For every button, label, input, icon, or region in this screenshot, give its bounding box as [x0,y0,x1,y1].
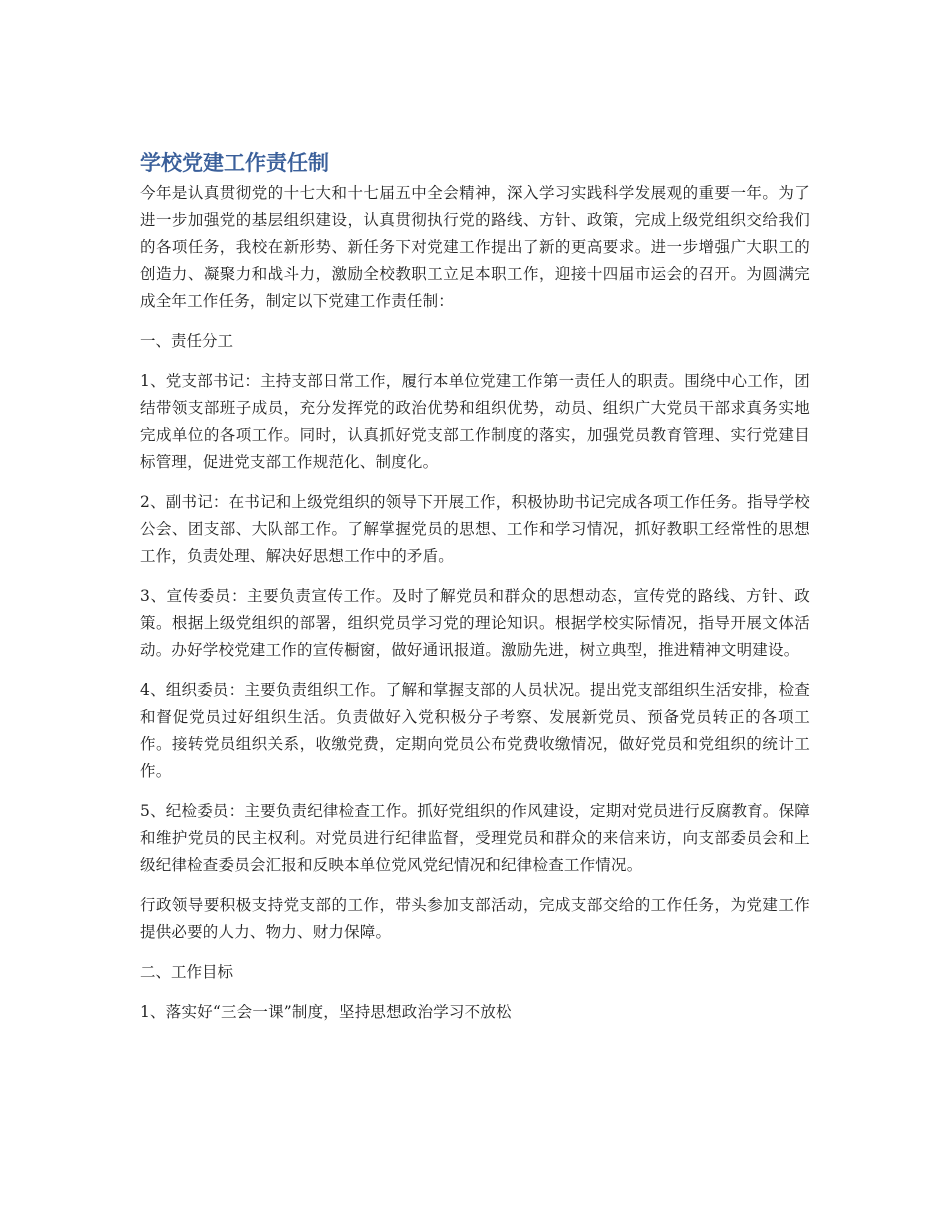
paragraph-deputy-secretary: 2、副书记：在书记和上级党组织的领导下开展工作，积极协助书记完成各项工作任务。指导学校公会、团支部、大队部工作。了解掌握党员的思想、工作和学习情况，抓好教职工经常性的思想工作，负责处理、解决好思想工作中的矛盾。 [140,493,810,565]
paragraph-administration: 行政领导要积极支持党支部的工作，带头参加支部活动，完成支部交给的工作任务，为党建工作提供必要的人力、物力、财力保障。 [140,896,810,941]
paragraph-organization-member: 4、组织委员：主要负责组织工作。了解和掌握支部的人员状况。提出党支部组织生活安排，检查和督促党员过好组织生活。负责做好入党积极分子考察、发展新党员、预备党员转正的各项工作。接转党员组织关系，收缴党费，定期向党员公布党费收缴情况，做好党员和党组织的统计工作。 [140,681,810,780]
document-page [140,148,810,1039]
paragraph-discipline-member: 5、纪检委员：主要负责纪律检查工作。抓好党组织的作风建设，定期对党员进行反腐教育。保障和维护党员的民主权利。对党员进行纪律监督，受理党员和群众的来信来访，向支部委员会和上级纪律检查委员会汇报和反映本单位党风党纪情况和纪律检查工作情况。 [140,802,810,874]
intro-paragraph: 今年是认真贯彻党的十七大和十七届五中全会精神，深入学习实践科学发展观的重要一年。为了进一步加强党的基层组织建设，认真贯彻执行党的路线、方针、政策，完成上级党组织交给我们的各项任务，我校在新形势、新任务下对党建工作提出了新的更高要求。进一步增强广大职工的创造力、凝聚力和战斗力，激励全校教职工立足本职工作，迎接十四届市运会的召开。为圆满完成全年工作任务，制定以下党建工作责任制： [140,184,810,310]
section-heading-goals: 二、工作目标 [140,963,234,981]
paragraph-goal-1: 1、落实好“三会一课”制度，坚持思想政治学习不放松 [140,1003,512,1021]
section-heading-responsibilities: 一、责任分工 [140,332,234,350]
paragraph-party-secretary: 1、党支部书记：主持支部日常工作，履行本单位党建工作第一责任人的职责。围绕中心工作，团结带领支部班子成员，充分发挥党的政治优势和组织优势，动员、组织广大党员干部求真务实地完成单位的各项工作。同时，认真抓好党支部工作制度的落实，加强党员教育管理、实行党建目标管理，促进党支部工作规范化、制度化。 [140,372,810,471]
paragraph-publicity-member: 3、宣传委员：主要负责宣传工作。及时了解党员和群众的思想动态，宣传党的路线、方针、政策。根据上级党组织的部署，组织党员学习党的理论知识。根据学校实际情况，指导开展文体活动。办好学校党建工作的宣传橱窗，做好通讯报道。激励先进，树立典型，推进精神文明建设。 [140,587,810,659]
document-title: 学校党建工作责任制 [140,151,329,175]
